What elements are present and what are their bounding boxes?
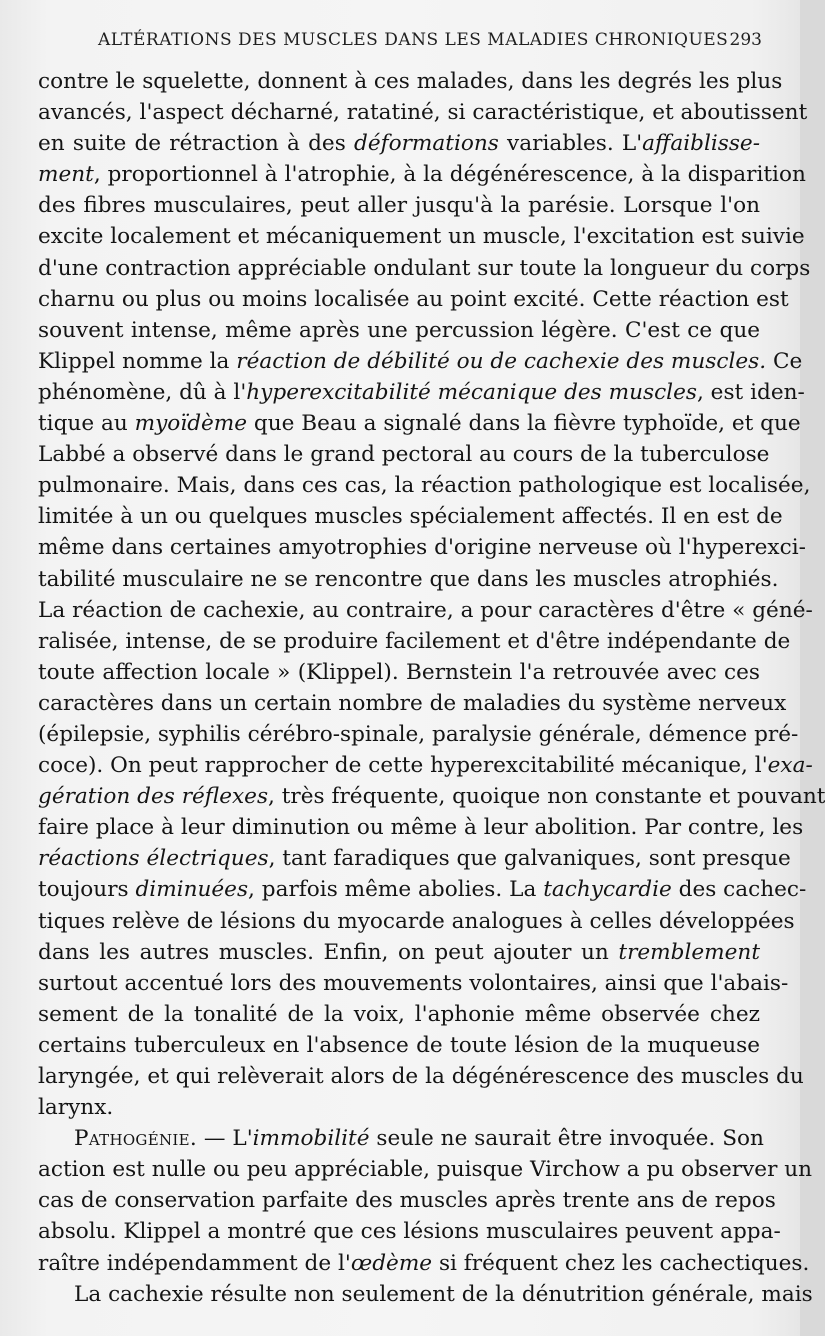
text-segment: , tant faradiques que galvaniques, sont presque [268, 846, 791, 872]
text-segment: certains tuberculeux en l'absence de toute lésion de la muqueuse [38, 1032, 760, 1058]
text-segment: La réaction de cachexie, au contraire, a pour caractères d'être « géné- [38, 597, 813, 623]
text-segment: charnu ou plus ou moins localisée au point excité. Cette réaction est [38, 286, 789, 312]
text-line [38, 999, 760, 1030]
section-heading: Pathogénie. [74, 1126, 198, 1152]
text-segment: même dans certaines amyotrophies d'origine nerveuse où l'hyperexci- [38, 535, 806, 561]
text-line [38, 1216, 781, 1247]
text-segment: ralisée, intense, de se produire facilement et d'être indépendante de [38, 628, 791, 654]
text-line [38, 439, 770, 470]
text-segment: limitée à un ou quelques muscles spécialement affectés. Il en est de [38, 504, 783, 530]
text-segment: faire place à leur diminution ou même à leur abolition. Par contre, les [38, 815, 804, 841]
text-line [38, 1185, 776, 1216]
text-line [38, 221, 805, 252]
text-line [38, 1279, 813, 1310]
text-segment: pulmonaire. Mais, dans ces cas, la réaction pathologique est localisée, [38, 473, 811, 499]
body-text [38, 66, 825, 1310]
text-segment: sement de la tonalité de la voix, l'aphonie même observée chez [38, 1001, 760, 1027]
text-line [38, 812, 804, 843]
italic-text: immobilité [252, 1126, 370, 1152]
text-segment: avancés, l'aspect décharné, ratatiné, si caractéristique, et aboutissent [38, 100, 808, 126]
italic-text: myoïdème [134, 411, 248, 437]
text-segment: toute affection locale » (Klippel). Bernstein l'a retrouvée avec ces [38, 659, 760, 685]
text-line [38, 190, 760, 221]
text-segment: absolu. Klippel a montré que ces lésions musculaires peuvent appa- [38, 1219, 781, 1245]
text-line [38, 781, 825, 812]
italic-text: hyperexcitabilité mécanique des muscles [246, 379, 697, 405]
text-line [38, 1154, 813, 1185]
text-line [38, 1061, 804, 1092]
text-segment: en suite de rétraction à des [38, 131, 354, 157]
text-segment: phénomène, dû à l' [38, 379, 247, 405]
text-line [38, 501, 783, 532]
text-line [38, 1092, 760, 1123]
italic-text: tachycardie [543, 877, 672, 903]
italic-text: diminuées [135, 877, 249, 903]
text-segment: toujours [38, 877, 136, 903]
text-line [38, 937, 760, 968]
text-line [38, 128, 760, 159]
text-segment: surtout accentué lors des mouvements volontaires, ainsi que l'abais- [38, 970, 789, 996]
text-line [38, 906, 795, 937]
text-segment: dans les autres muscles. Enfin, on peut ajouter un [38, 939, 619, 965]
text-line [38, 159, 806, 190]
text-line [38, 253, 811, 284]
text-line [38, 657, 760, 688]
text-line [38, 284, 789, 315]
text-line [38, 1248, 810, 1279]
text-segment: variables. L' [498, 131, 643, 157]
text-segment: Ce [766, 348, 803, 374]
italic-text: exa- [767, 753, 813, 779]
text-segment: tabilité musculaire ne se rencontre que dans les muscles atrophiés. [38, 566, 779, 592]
text-segment: Labbé a observé dans le grand pectoral au cours de la tuberculose [38, 442, 770, 468]
text-segment: seule ne saurait être invoquée. Son [369, 1126, 764, 1152]
text-line [38, 719, 799, 750]
italic-text: réaction de débilité ou de cachexie des muscles. [236, 348, 767, 374]
text-line [38, 377, 805, 408]
text-segment: , parfois même abolies. La [248, 877, 544, 903]
text-segment: Klippel nomme la [38, 348, 237, 374]
text-segment: cas de conservation parfaite des muscles après trente ans de repos [38, 1188, 776, 1214]
text-line [38, 750, 813, 781]
page-header [0, 30, 800, 54]
text-segment: La cachexie résulte non seulement de la dénutrition générale, mais [74, 1281, 813, 1307]
text-segment: contre le squelette, donnent à ces malades, dans les degrés les plus [38, 69, 783, 94]
text-line [38, 1030, 760, 1061]
text-line [38, 564, 779, 595]
text-line [38, 315, 760, 346]
text-segment: , proportionnel à l'atrophie, à la dégénérescence, à la disparition [93, 162, 806, 188]
text-line [38, 843, 791, 874]
text-segment: d'une contraction appréciable ondulant sur toute la longueur du corps [38, 255, 811, 281]
text-segment: que Beau a signalé dans la fièvre typhoïde, et que [247, 411, 801, 437]
italic-text: déformations [354, 131, 499, 157]
italic-text: réactions électriques [38, 846, 269, 872]
italic-text: ment [38, 162, 94, 188]
text-line [38, 968, 789, 999]
text-line [38, 1123, 764, 1154]
text-segment: caractères dans un certain nombre de maladies du système nerveux [38, 690, 787, 716]
text-segment: excite localement et mécaniquement un muscle, l'excitation est suivie [38, 224, 805, 250]
text-segment: si fréquent chez les cachectiques. [432, 1250, 810, 1276]
text-segment: des fibres musculaires, peut aller jusqu'à la parésie. Lorsque l'on [38, 193, 760, 219]
text-segment: , très fréquente, quoique non constante et pouvant [268, 784, 825, 810]
text-segment: action est nulle ou peu appréciable, puisque Virchow a pu observer un [38, 1157, 813, 1183]
text-segment: des cachec- [671, 877, 807, 903]
italic-text: œdème [350, 1250, 433, 1276]
text-line [38, 66, 783, 97]
text-segment: coce). On peut rapprocher de cette hyperexcitabilité mécanique, l' [38, 753, 768, 779]
text-line [38, 470, 811, 501]
text-segment: , est iden- [696, 379, 805, 405]
italic-text: gération des réflexes [38, 784, 269, 810]
page-number: 293 [729, 30, 762, 50]
text-line [38, 346, 803, 377]
italic-text: tremblement [618, 939, 760, 965]
text-segment: laryngée, et qui relèverait alors de la dégénérescence des muscles du [38, 1064, 804, 1089]
text-line [38, 626, 791, 657]
running-title: ALTÉRATIONS DES MUSCLES DANS LES MALADIES CHRONIQUES [98, 30, 729, 50]
text-line [38, 595, 813, 626]
text-line [38, 408, 801, 439]
text-segment: — L' [197, 1126, 253, 1152]
text-segment: tique au [38, 411, 135, 437]
text-segment: tiques relève de lésions du myocarde analogues à celles développées [38, 908, 795, 934]
text-line [38, 688, 787, 719]
text-segment: raître indépendamment de l' [38, 1250, 351, 1276]
text-segment: souvent intense, même après une percussion légère. C'est ce que [38, 317, 760, 343]
text-segment: larynx. [38, 1095, 114, 1121]
text-segment: (épilepsie, syphilis cérébro-spinale, paralysie générale, démence pré- [38, 721, 799, 747]
text-line [38, 874, 807, 905]
italic-text: affaiblisse- [642, 131, 760, 157]
text-line [38, 97, 808, 128]
text-line [38, 532, 806, 563]
